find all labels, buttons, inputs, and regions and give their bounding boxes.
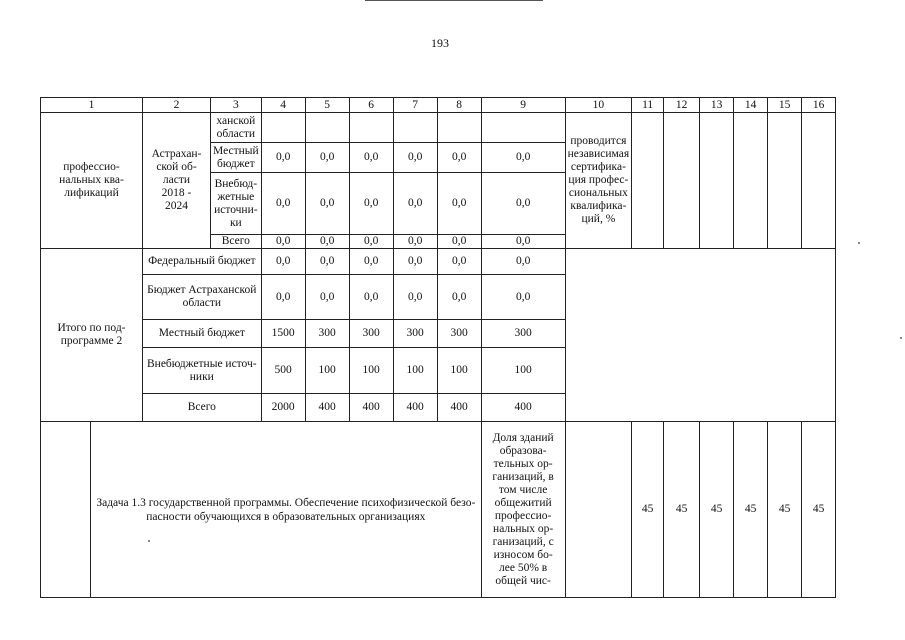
header-cell: 4: [261, 98, 305, 113]
value-cell: 300: [305, 320, 349, 348]
indicator-cell: проводится независимая сертифика- ция профес- сиональных квалифика- ций, %: [565, 113, 631, 249]
value-cell: 0,0: [349, 235, 393, 249]
source-label-cell: Федеральный бюджет: [143, 249, 262, 275]
source-label-cell: Внебюд- жетные источни- ки: [211, 173, 262, 235]
value-cell: [481, 113, 565, 143]
value-cell: 400: [393, 394, 437, 422]
header-cell: 14: [734, 98, 768, 113]
value-cell: 0,0: [349, 275, 393, 320]
source-label-cell: Всего: [211, 235, 262, 249]
value-cell: 400: [481, 394, 565, 422]
value-cell: 0,0: [305, 173, 349, 235]
value-cell: 0,0: [305, 275, 349, 320]
value-cell: [393, 113, 437, 143]
empty-cell: [802, 113, 836, 249]
value-cell: 0,0: [261, 173, 305, 235]
value-cell: 45: [768, 422, 802, 598]
value-cell: [261, 113, 305, 143]
source-label-cell: Местный бюджет: [143, 320, 262, 348]
page-number: 193: [431, 36, 449, 50]
header-cell: 13: [700, 98, 734, 113]
source-label-cell: Местный бюджет: [211, 143, 262, 173]
value-cell: 0,0: [261, 235, 305, 249]
value-cell: 0,0: [305, 143, 349, 173]
value-cell: 0,0: [437, 249, 481, 275]
value-cell: 400: [305, 394, 349, 422]
value-cell: 100: [481, 348, 565, 394]
header-cell: 15: [768, 98, 802, 113]
header-cell: 5: [305, 98, 349, 113]
scan-speck: [148, 540, 150, 542]
source-label-cell: Всего: [143, 394, 262, 422]
header-cell: 3: [211, 98, 262, 113]
block1-title-cell: профессио- нальных ква- лификаций: [41, 113, 143, 249]
header-cell: 7: [393, 98, 437, 113]
program-table: [40, 97, 836, 598]
value-cell: 0,0: [437, 275, 481, 320]
block1-period-cell: Астрахан- ской об- ласти 2018 - 2024: [143, 113, 211, 249]
header-cell: 8: [437, 98, 481, 113]
value-cell: 2000: [261, 394, 305, 422]
header-cell: 12: [664, 98, 700, 113]
value-cell: 0,0: [305, 249, 349, 275]
table-row: [41, 113, 836, 143]
value-cell: [305, 113, 349, 143]
table-row: [41, 422, 836, 598]
source-label-cell: Бюджет Астраханской области: [143, 275, 262, 320]
value-cell: 300: [481, 320, 565, 348]
empty-cell: [768, 113, 802, 249]
value-cell: 500: [261, 348, 305, 394]
value-cell: 0,0: [261, 143, 305, 173]
empty-cell: [632, 113, 664, 249]
value-cell: 0,0: [393, 173, 437, 235]
value-cell: 0,0: [393, 143, 437, 173]
value-cell: 0,0: [481, 143, 565, 173]
value-cell: 300: [393, 320, 437, 348]
value-cell: 0,0: [481, 275, 565, 320]
value-cell: 1500: [261, 320, 305, 348]
value-cell: [349, 113, 393, 143]
value-cell: 0,0: [349, 143, 393, 173]
value-cell: 400: [437, 394, 481, 422]
task-title-cell: Задача 1.3 государственной программы. Обеспечение психофизической безо- пасности обучающихся в образовательных организациях: [91, 422, 482, 598]
subtotal-title-cell: Итого по под- программе 2: [41, 249, 143, 422]
value-cell: 0,0: [481, 173, 565, 235]
header-cell: 1: [41, 98, 143, 113]
value-cell: 0,0: [349, 249, 393, 275]
value-cell: [437, 113, 481, 143]
header-cell: 16: [802, 98, 836, 113]
value-cell: 0,0: [437, 235, 481, 249]
value-cell: 0,0: [393, 275, 437, 320]
source-label-cell: ханской области: [211, 113, 262, 143]
header-row: [41, 98, 836, 113]
empty-cell: [565, 422, 631, 598]
value-cell: 0,0: [481, 249, 565, 275]
value-cell: 45: [734, 422, 768, 598]
scan-speck: [858, 242, 860, 244]
empty-cell: [664, 113, 700, 249]
scan-speck: [900, 337, 902, 339]
value-cell: 0,0: [393, 249, 437, 275]
value-cell: 45: [802, 422, 836, 598]
empty-cell: [734, 113, 768, 249]
value-cell: 100: [393, 348, 437, 394]
value-cell: 45: [632, 422, 664, 598]
header-cell: 9: [481, 98, 565, 113]
value-cell: 0,0: [305, 235, 349, 249]
value-cell: 0,0: [261, 249, 305, 275]
value-cell: 45: [700, 422, 734, 598]
top-rule: [365, 0, 543, 1]
value-cell: 0,0: [393, 235, 437, 249]
value-cell: 0,0: [349, 173, 393, 235]
empty-cell: [41, 422, 91, 598]
value-cell: 100: [437, 348, 481, 394]
value-cell: 0,0: [481, 235, 565, 249]
value-cell: 0,0: [261, 275, 305, 320]
value-cell: 0,0: [437, 173, 481, 235]
value-cell: 45: [664, 422, 700, 598]
value-cell: 100: [349, 348, 393, 394]
header-cell: 11: [632, 98, 664, 113]
header-cell: 10: [565, 98, 631, 113]
empty-area: [565, 249, 835, 422]
source-label-cell: Внебюджетные источ- ники: [143, 348, 262, 394]
header-cell: 6: [349, 98, 393, 113]
indicator-cell: Доля зданий образова- тельных ор- ганизаций, в том числе общежитий профессио- нальных ор- ганизаций, с износом бо- лее 50% в общей чис-: [481, 422, 565, 598]
value-cell: 400: [349, 394, 393, 422]
header-cell: 2: [143, 98, 211, 113]
value-cell: 300: [349, 320, 393, 348]
value-cell: 100: [305, 348, 349, 394]
value-cell: 0,0: [437, 143, 481, 173]
table-row: [41, 249, 836, 275]
empty-cell: [700, 113, 734, 249]
value-cell: 300: [437, 320, 481, 348]
